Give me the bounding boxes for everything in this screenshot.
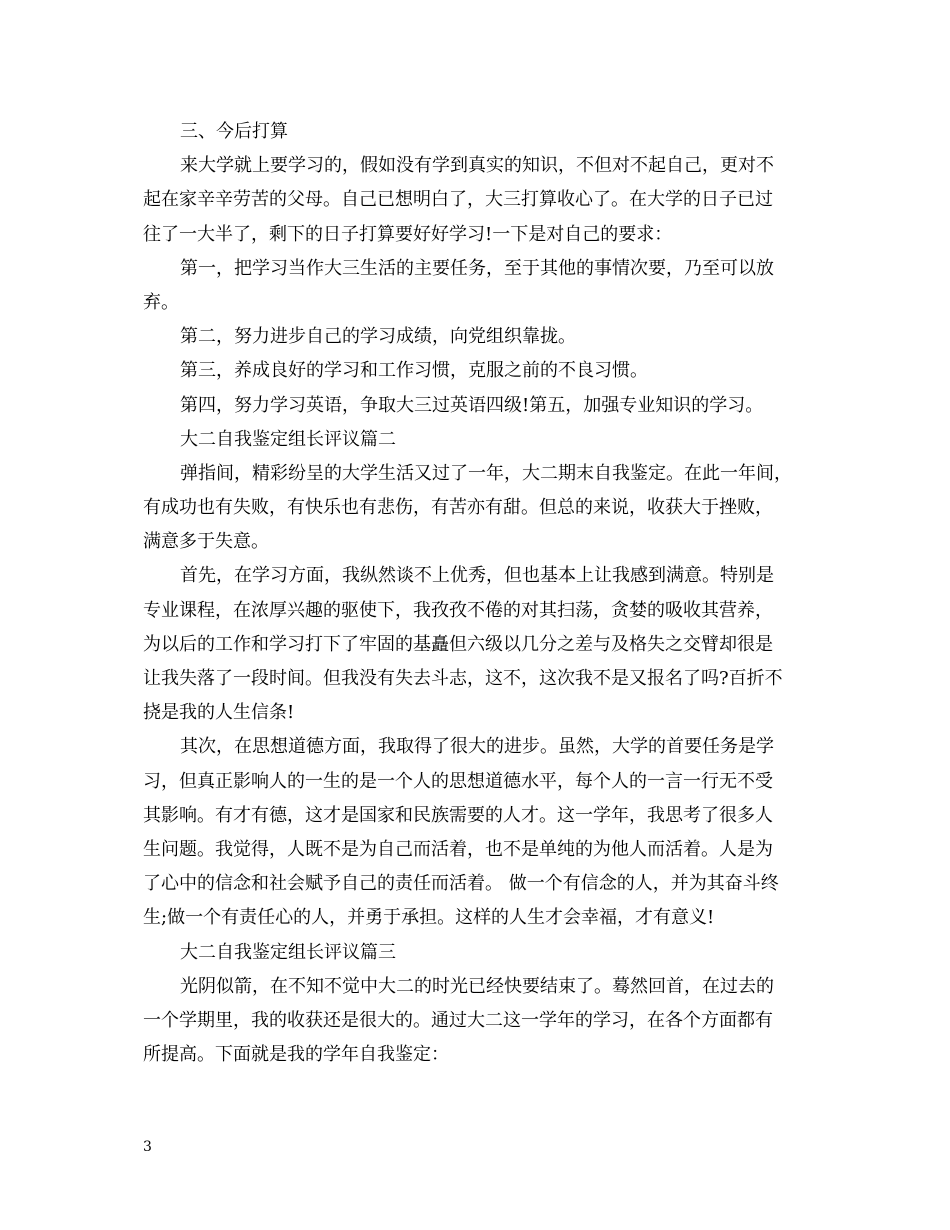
paragraph-line: 第三，养成良好的学习和工作习惯，克服之前的不良习惯。 <box>180 360 648 382</box>
page-number: 3 <box>143 1139 152 1155</box>
paragraph-line: 有成功也有失败，有快乐也有悲伤，有苦亦有甜。但总的来说，收获大于挫败， <box>143 497 773 519</box>
paragraph-line: 起在家辛辛劳苦的父母。自己已想明白了，大三打算收心了。在大学的日子已过 <box>143 189 773 211</box>
paragraph-line: 第四，努力学习英语，争取大三过英语四级!第五，加强专业知识的学习。 <box>180 394 764 416</box>
section-heading: 大二自我鉴定组长评议篇二 <box>180 428 396 450</box>
paragraph-line: 生;做一个有责任心的人，并勇于承担。这样的人生才会幸福，才有意义! <box>143 907 715 929</box>
section-heading: 大二自我鉴定组长评议篇三 <box>180 941 396 963</box>
paragraph-line: 让我失落了一段时间。但我没有失去斗志，这不，这次我不是又报名了吗?百折不 <box>143 668 783 689</box>
section-heading: 三、今后打算 <box>180 121 288 142</box>
paragraph-line: 弃。 <box>143 291 179 313</box>
paragraph-line: 所提高。下面就是我的学年自我鉴定： <box>143 1044 449 1066</box>
paragraph-line: 来大学就上要学习的，假如没有学到真实的知识，不但对不起自己，更对不 <box>180 155 774 177</box>
paragraph-line: 往了一大半了，剩下的日子打算要好好学习!一下是对自己的要求： <box>143 223 673 245</box>
paragraph-line: 光阴似箭，在不知不觉中大二的时光已经快要结束了。蓦然回首，在过去的 <box>180 975 774 997</box>
paragraph-line: 习，但真正影响人的一生的是一个人的思想道德水平，每个人的一言一行无不受 <box>143 770 773 792</box>
paragraph-line: 生问题。我觉得，人既不是为自己而活着，也不是单纯的为他人而活着。人是为 <box>143 838 773 860</box>
paragraph-line: 挠是我的人生信条! <box>143 702 295 724</box>
paragraph-line: 第一，把学习当作大三生活的主要任务，至于其他的事情次要，乃至可以放 <box>180 257 774 279</box>
document-body <box>143 115 828 1072</box>
paragraph-line: 第二，努力进步自己的学习成绩，向党组织靠拢。 <box>180 326 576 348</box>
paragraph-line: 一个学期里，我的收获还是很大的。通过大二这一学年的学习，在各个方面都有 <box>143 1009 773 1031</box>
paragraph-line: 首先，在学习方面，我纵然谈不上优秀，但也基本上让我感到满意。特别是 <box>180 565 774 587</box>
paragraph-line: 了心中的信念和社会赋予自己的责任而活着。 做一个有信念的人，并为其奋斗终 <box>143 873 779 895</box>
paragraph-line: 其次，在思想道德方面，我取得了很大的进步。虽然，大学的首要任务是学 <box>180 736 774 758</box>
paragraph-line: 满意多于失意。 <box>143 531 269 553</box>
paragraph-line: 弹指间，精彩纷呈的大学生活又过了一年，大二期末自我鉴定。在此一年间， <box>180 462 792 484</box>
paragraph-line: 专业课程，在浓厚兴趣的驱使下，我孜孜不倦的对其扫荡，贪婪的吸收其营养， <box>143 599 773 621</box>
paragraph-line: 为以后的工作和学习打下了牢固的基矗但六级以几分之差与及格失之交臂却很是 <box>143 633 773 655</box>
paragraph-line: 其影响。有才有德，这才是国家和民族需要的人才。这一学年，我思考了很多人 <box>143 804 773 826</box>
